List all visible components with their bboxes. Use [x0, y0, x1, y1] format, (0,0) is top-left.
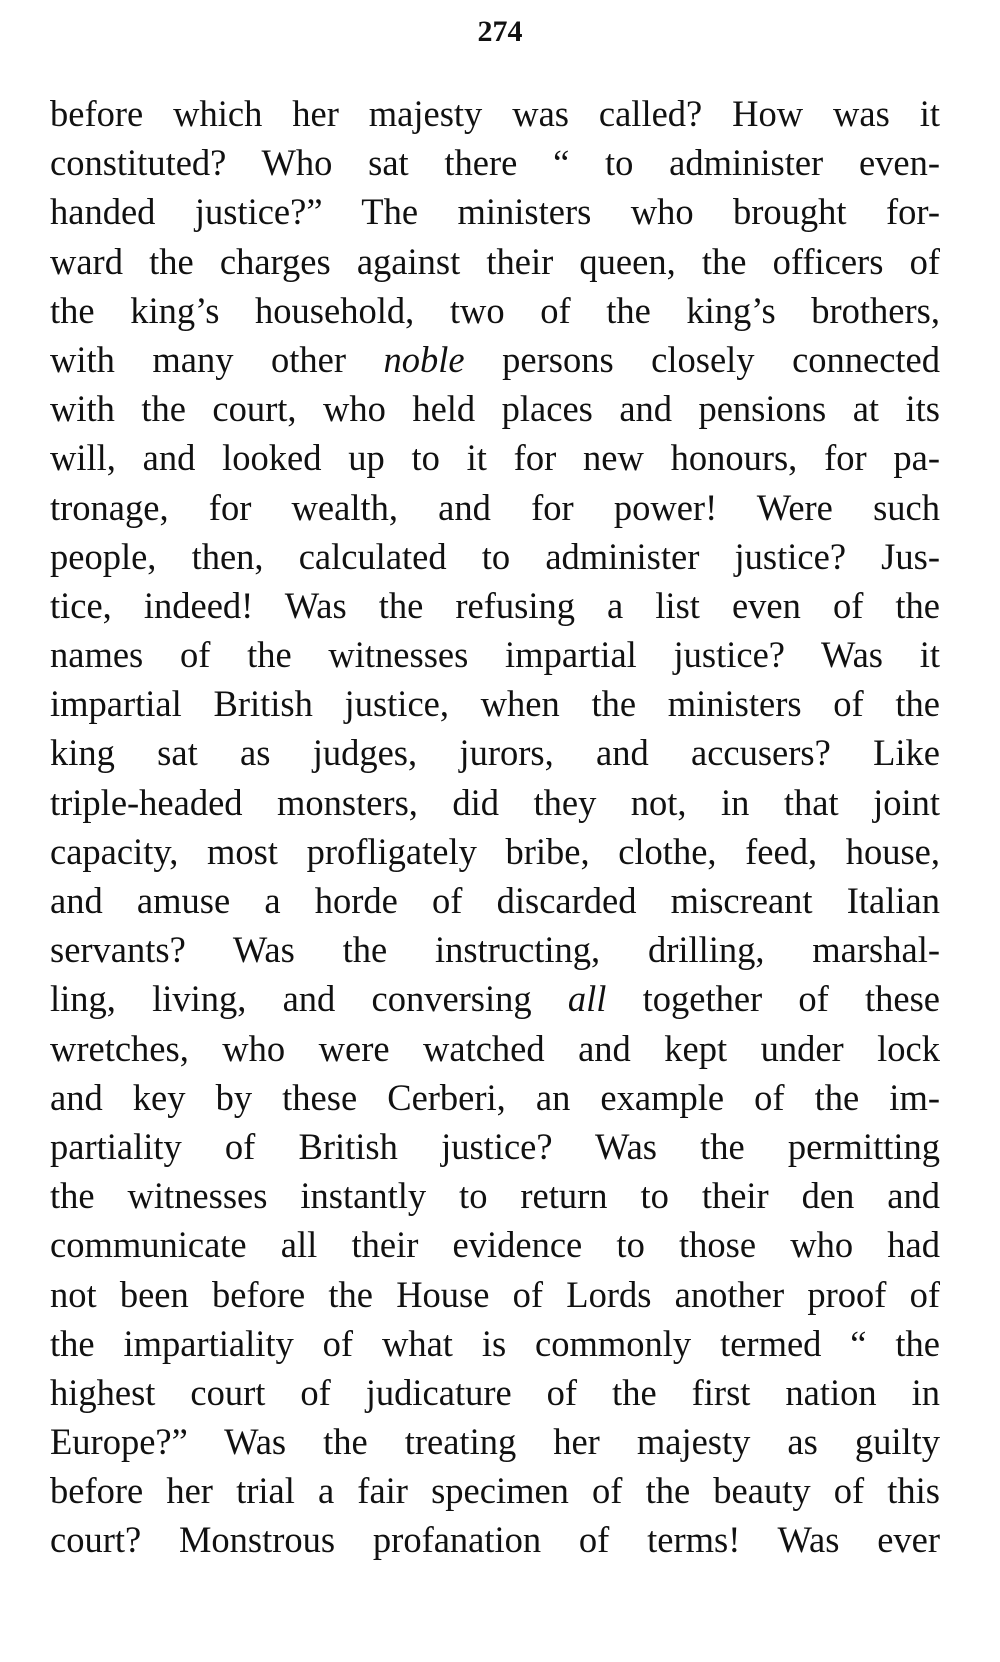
text-line: the king’s household, two of the king’s brothers, — [50, 289, 940, 331]
text-line: before which her majesty was called? How was it — [50, 93, 940, 134]
italic-word: all — [567, 978, 607, 1020]
text-line: will, and looked up to it for new honours, for pa- — [50, 437, 940, 479]
text-line: before her trial a fair specimen of the beauty of this — [50, 1470, 940, 1512]
text-line: impartial British justice, when the ministers of the — [50, 683, 940, 725]
text-line: ling, living, and conversing all together of these — [50, 978, 940, 1020]
text-line: handed justice?” The ministers who brought for- — [50, 191, 940, 233]
text-line: with the court, who held places and pensions at its — [50, 388, 940, 430]
text-line: and key by these Cerberi, an example of the im- — [50, 1076, 940, 1118]
text-line: Europe?” Was the treating her majesty as guilty — [50, 1421, 940, 1463]
text-line: names of the witnesses impartial justice? Was it — [50, 634, 940, 676]
text-line: triple-headed monsters, did they not, in that joint — [50, 781, 940, 823]
text-line: wretches, who were watched and kept under lock — [50, 1027, 940, 1069]
text-line: not been before the House of Lords another proof of — [50, 1273, 940, 1315]
text-line: people, then, calculated to administer justice? Jus- — [50, 535, 940, 577]
page-number: 274 — [477, 15, 523, 48]
text-line: ward the charges against their queen, the officers of — [50, 240, 940, 282]
text-line: court? Monstrous profanation of terms! Was ever — [50, 1519, 940, 1561]
text-line: highest court of judicature of the first nation in — [50, 1371, 940, 1413]
text-line: servants? Was the instructing, drilling, marshal- — [50, 929, 940, 971]
text-line: tice, indeed! Was the refusing a list even of the — [50, 584, 940, 626]
text-line: king sat as judges, jurors, and accusers? Like — [50, 732, 940, 774]
text-line: capacity, most profligately bribe, clothe, feed, house, — [50, 830, 940, 872]
text-line: communicate all their evidence to those who had — [50, 1224, 940, 1266]
text-line: constituted? Who sat there “ to administer even- — [50, 142, 940, 184]
text-line: tronage, for wealth, and for power! Were such — [50, 486, 940, 528]
text-line: the impartiality of what is commonly termed “ the — [50, 1322, 940, 1364]
text-line: the witnesses instantly to return to their den and — [50, 1175, 940, 1217]
text-line: and amuse a horde of discarded miscreant Italian — [50, 880, 940, 921]
body-text — [50, 89, 940, 1565]
text-line: partiality of British justice? Was the permitting — [50, 1125, 940, 1167]
text-line: with many other noble persons closely connected — [50, 338, 940, 380]
italic-word: noble — [383, 338, 465, 380]
